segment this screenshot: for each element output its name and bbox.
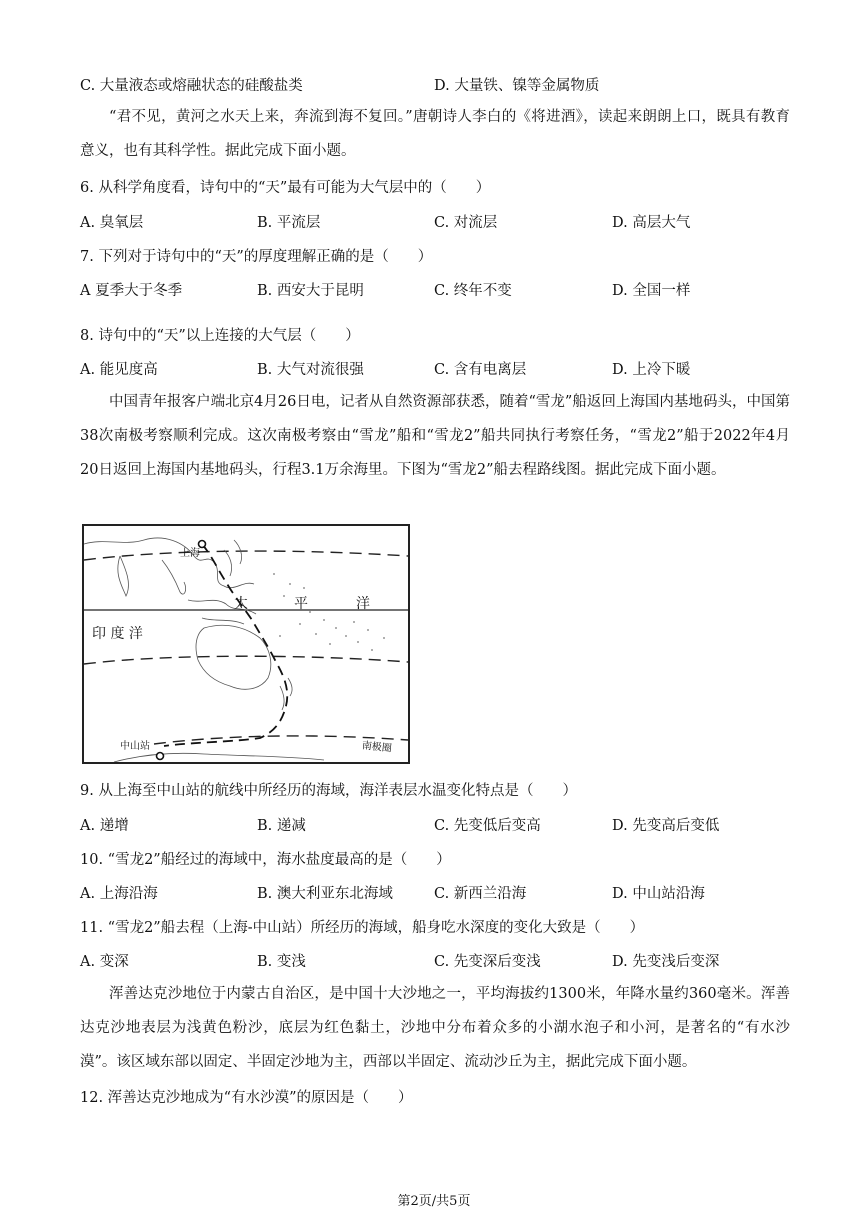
q10-option-a: A. 上海沿海 [80, 886, 158, 902]
q11-option-c: C. 先变深后变浅 [434, 954, 541, 970]
q10-option-c: C. 新西兰沿海 [434, 886, 527, 902]
label-indian-ocean: 印 度 洋 [92, 626, 143, 642]
q8-option-b: B. 大气对流很强 [257, 362, 364, 378]
tropic-of-capricorn [84, 656, 408, 664]
q7-option-c: C. 终年不变 [434, 283, 512, 299]
page-number: 第2页/共5页 [397, 1194, 471, 1209]
q9-option-d: D. 先变高后变低 [612, 818, 720, 834]
q5-option-c: C. 大量液态或熔融状态的硅酸盐类 [80, 78, 303, 94]
q10-stem: 10. “雪龙2”船经过的海域中，海水盐度最高的是（ ） [80, 852, 451, 868]
coastlines [84, 538, 324, 762]
route-map-drawing [84, 526, 408, 762]
q8-stem: 8. 诗句中的“天”以上连接的大气层（ ） [80, 328, 360, 344]
q6-stem: 6. 从科学角度看，诗句中的“天”最有可能为大气层中的（ ） [80, 180, 491, 196]
q10-option-b: B. 澳大利亚东北海域 [257, 886, 393, 902]
passage-poem: “君不见，黄河之水天上来，奔流到海不复回。”唐朝诗人李白的《将进酒》，读起来朗朗上口，既具有教育意义，也有其科学性。据此完成下面小题。 [80, 109, 790, 159]
q6-option-a: A. 臭氧层 [80, 215, 144, 231]
passage-xuelong: 中国青年报客户端北京4月26日电，记者从自然资源部获悉，随着“雪龙”船返回上海国内基地码头，中国第38次南极考察顺利完成。这次南极考察由“雪龙”船和“雪龙2”船共同执行考察任务，“雪龙2”船于2022年4月20日返回上海国内基地码头，行程3.1万余海里。下图为“雪龙2”船去程路线图。据此完成下面小题。 [80, 394, 790, 478]
q11-option-b: B. 变浅 [257, 954, 306, 970]
route-line [164, 544, 287, 746]
passage-hunshandake: 浑善达克沙地位于内蒙古自治区，是中国十大沙地之一，平均海拔约1300米，年降水量约360毫米。浑善达克沙地表层为浅黄色粉沙，底层为红色黏土，沙地中分布着众多的小湖水泡子和小河，是著名的“有水沙漠”。该区域东部以固定、半固定沙地为主，西部以半固定、流动沙丘为主，据此完成下面小题。 [80, 986, 790, 1070]
tropic-of-cancer [84, 551, 408, 560]
q11-stem: 11. “雪龙2”船去程（上海-中山站）所经历的海域，船身吃水深度的变化大致是（ ） [80, 920, 645, 936]
q9-option-a: A. 递增 [80, 818, 129, 834]
label-pacific-3: 洋 [356, 596, 370, 612]
q8-option-c: C. 含有电离层 [434, 362, 527, 378]
q8-option-d: D. 上冷下暖 [612, 362, 691, 378]
label-zhongshan: 中山站 [120, 741, 150, 752]
route-map [82, 524, 410, 764]
q11-option-a: A. 变深 [80, 954, 129, 970]
q9-option-c: C. 先变低后变高 [434, 818, 541, 834]
label-pacific-1: 太 [234, 596, 248, 612]
q7-option-d: D. 全国一样 [612, 283, 691, 299]
q9-stem: 9. 从上海至中山站的航线中所经历的海域，海洋表层水温变化特点是（ ） [80, 783, 577, 799]
q7-stem: 7. 下列对于诗句中的“天”的厚度理解正确的是（ ） [80, 249, 433, 265]
q7-option-b: B. 西安大于昆明 [257, 283, 364, 299]
q11-option-d: D. 先变浅后变深 [612, 954, 720, 970]
label-shanghai: 上海 [180, 548, 200, 559]
q7-option-a: A 夏季大于冬季 [80, 283, 183, 299]
q9-option-b: B. 递减 [257, 818, 306, 834]
q10-option-d: D. 中山站沿海 [612, 886, 705, 902]
q6-option-d: D. 高层大气 [612, 215, 691, 231]
q6-option-c: C. 对流层 [434, 215, 498, 231]
q5-option-d: D. 大量铁、镍等金属物质 [434, 78, 600, 94]
q6-option-b: B. 平流层 [257, 215, 321, 231]
label-pacific-2: 平 [294, 596, 308, 612]
q12-stem: 12. 浑善达克沙地成为“有水沙漠”的原因是（ ） [80, 1090, 413, 1106]
label-antarctic-circle: 南极圈 [361, 740, 393, 755]
zhongshan-marker [157, 753, 164, 760]
q8-option-a: A. 能见度高 [80, 362, 158, 378]
